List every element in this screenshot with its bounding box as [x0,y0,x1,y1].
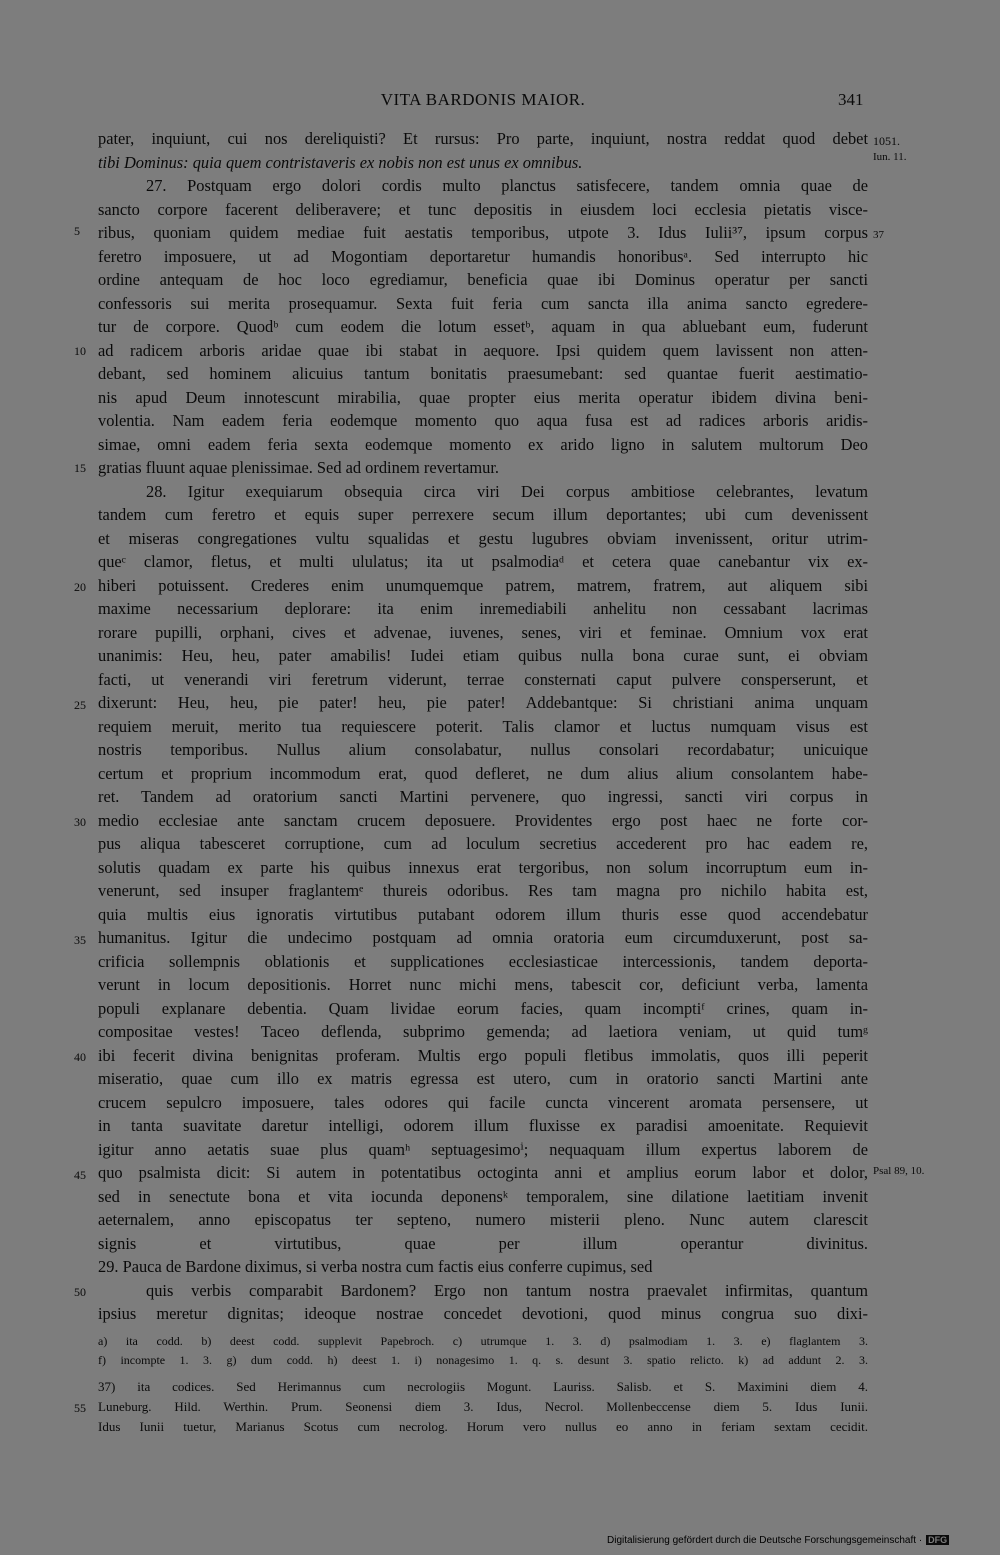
text-line: ordine antequam de hoc loco egrediamur, beneficia quae ibi Dominus operatur per sancti [98,270,868,289]
text-line: populi explanare debentia. Quam lividae eorum facies, quam incomptiᶠ crines, quam in- [98,998,868,1018]
footer-text: Digitalisierung gefördert durch die Deutsche Forschungsgemeinschaft · [607,1535,923,1546]
line-number: 40 [74,1050,86,1064]
text-line: 29. Pauca de Bardone diximus, si verba nostra cum factis eius conferre cupimus, sed [98,1257,653,1276]
text-line: certum et proprium incommodum erat, quod defleret, ne dum alius alium consolantem habe- [98,763,868,783]
text-line: verunt in locum depositionis. Horret nunc michi mens, tabescit cor, deficiunt verba, lamenta [98,975,868,994]
text-line: dixerunt: Heu, heu, pie pater! heu, pie pater! Addebantque: Si christiani anima unquam [98,693,868,712]
line-number: 50 [74,1285,86,1299]
line-number: 45 [74,1168,86,1182]
text-line: igitur anno aetatis suae plus quamʰ septuagesimoⁱ; nequaquam illum expertus laborem de [98,1139,868,1159]
text-line: hiberi potuissent. Crederes enim unumquemque patrem, matrem, fratrem, aut aliquem sibi [98,575,868,595]
text-line: compositae vestes! Taceo deflenda, subprimo gemenda; ad laetiora veniam, ut quid tumᵍ [98,1022,868,1041]
line-number: 5 [74,224,80,238]
text-line: crificia sollempnis oblationis et supplicationes ecclesiasticae intercessionis, tandem deporta- [98,951,868,971]
text-line: miseratio, quae cum illo ex matris egressa est utero, cum in oratorio sancti Martini ante [98,1069,868,1088]
text-line: confessoris sui merita prosequamur. Sexta fuit feria cum sancta illa anima sancto egredere- [98,293,868,313]
text-line: quia multis eius ignoratis virtutibus putabant odorem illum thuris esse quod accendebatur [98,904,868,924]
line-number: 55 [74,1401,86,1415]
margin-note-year: 1051. [873,134,900,148]
text-line: facti, ut venerandi viri feretrum viderunt, terrae consternati caput pulvere consperserunt, et [98,669,868,689]
text-line: tibi Dominus: quia quem contristaveris ex nobis non est unus ex omnibus. [98,152,583,172]
margin-note-ref: 37 [873,229,884,241]
text-line: in tanta suavitate daretur intelligi, odorem illum fluxisse ex paradisi amoenitate. Requievit [98,1116,868,1135]
text-line: ad radicem arboris aridae quae ibi stabat in aequore. Ipsi quidem quem lavissent non atten- [98,340,868,360]
text-line: feretro imposuere, ut ad Mogontiam deportaretur humandis honoribusᵃ. Sed interrupto hic [98,246,868,266]
text-line: unanimis: Heu, heu, pater amabilis! Iudei etiam quibus nulla bona curae sunt, ei obviam [98,646,868,665]
line-number: 10 [74,344,86,358]
text-line: queᶜ clamor, fletus, et multi ululatus; ita ut psalmodiaᵈ et cetera quae canebantur vix ex- [98,552,868,571]
endnote-line: Luneburg. Hild. Werthin. Prum. Seonensi diem 3. Idus, Necrol. Mollenbeccense diem 5. Idus Iunii. [98,1399,868,1414]
line-number: 35 [74,933,86,947]
footer-credit [607,1535,949,1546]
text-line: ipsius meretur dignitas; ideoque nostrae concedet devotioni, quod minus congrua suo dixi- [98,1304,868,1323]
text-line: quis verbis comparabit Bardonem? Ergo non tantum nostra praevalet infirmitas, quantum [146,1280,868,1300]
text-line: quo psalmista dicit: Si autem in potentatibus octoginta anni et amplius eorum labor et dolor, [98,1163,868,1182]
text-line: sed in senectute bona et vita iocunda deponensᵏ temporalem, sine dilatione laetitiam invenit [98,1186,868,1206]
text-line: nostris temporibus. Nullus alium consolabatur, nullus consolari recordabatur; unicuique [98,740,868,759]
text-line: et miseras congregationes vultu squalidas et gestu lugubres obviam invenissent, oritur utrim- [98,528,868,548]
endnote-line: 37) ita codices. Sed Herimannus cum necrologiis Mogunt. Lauriss. Salisb. et S. Maximini diem 4. [98,1379,868,1394]
line-number: 25 [74,698,86,712]
text-line: tandem cum feretro et equis super perrexere secum illum deportantes; ubi cum devenissent [98,505,868,524]
text-line: simae, omni eadem feria sexta eodemque momento ex arido ligno in salutem multorum Deo [98,434,868,454]
text-line: gratias fluunt aquae plenissimae. Sed ad ordinem revertamur. [98,458,499,477]
text-line: pater, inquiunt, cui nos dereliquisti? Et rursus: Pro parte, inquiunt, nostra reddat quod debet [98,129,868,148]
text-line: tur de corpore. Quodᵇ cum eodem die lotum essetᵇ, aquam in qua abluebant eum, fuderunt [98,317,868,336]
margin-note-psalm: Psal 89, 10. [873,1165,925,1177]
text-line: 27. Postquam ergo dolori cordis multo planctus satisfecere, tandem omnia quae de [146,176,868,195]
text-line: 28. Igitur exequiarum obsequia circa viri Dei corpus ambitiose celebrantes, levatum [146,481,868,501]
text-line: humanitus. Igitur die undecimo postquam ad omnia oratoria eum circumduxerunt, post sa- [98,928,868,947]
running-title: VITA BARDONIS MAIOR. [380,90,586,109]
dfg-logo: DFG [928,1535,948,1545]
text-line: volentia. Nam eadem feria eodemque momento quo aqua fusa est ad radices arboris aridis- [98,411,868,430]
text-line: aeternalem, anno episcopatus ter septeno, numero misterii pleno. Nunc autem clarescit [98,1210,868,1229]
text-line: ret. Tandem ad oratorium sancti Martini pervenere, quo ingressi, sancti viri corpus in [98,787,868,806]
margin-note-date: Iun. 11. [873,151,907,163]
text-line: signis et virtutibus, quae per illum operantur divinitus. [98,1233,868,1253]
text-line: pus aliqua tabesceret corruptione, cum ad loculum secretius accederent pro hac eadem re, [98,834,868,853]
footnote-line: a) ita codd. b) deest codd. supplevit Papebroch. c) utrumque 1. 3. d) psalmodiam 1. 3. e) flaglantem 3. [98,1334,868,1348]
text-line: solutis quadam ex parte his quibus innexus erat tergoribus, non solum incorruptum eum in- [98,857,868,877]
text-line: debant, sed hominem alicuius tantum bonitatis praesumebant: sed quantae fuerit aestimatio- [98,364,868,383]
line-number: 30 [74,815,86,829]
page-number: 341 [838,90,864,109]
text-line: venerunt, sed insuper fraglantemᵉ thureis odoribus. Res tam magna pro nichilo habita est, [98,881,868,900]
line-number: 20 [74,580,86,594]
footnote-line: f) incompte 1. 3. g) dum codd. h) deest 1. i) nonagesimo 1. q. s. desunt 3. spatio relicto. k) ad addunt 2. 3. [98,1353,868,1367]
text-line: ribus, quoniam quidem mediae fuit aestatis temporibus, utpote 3. Idus Iulii³⁷, ipsum corpus [98,223,868,242]
text-line: maxime necessarium deplorare: ita enim inremediabili anhelitu non cessabant lacrimas [98,599,868,618]
endnote-line: Idus Iunii tuetur, Marianus Scotus cum necrolog. Horum vero nullus eo anno in feriam sextam cecidit. [98,1419,868,1434]
text-line: nis apud Deum innotescunt mirabilia, quae propter eius merita operatur ibidem divina beni- [98,387,868,407]
text-line: ibi fecerit divina benignitas proferam. Multis ergo populi fletibus immolatis, quos illi peperit [98,1045,868,1065]
text-line: sancto corpore facerent deliberavere; et tunc depositis in eiusdem loci ecclesia pietatis visce- [98,199,868,219]
text-line: rorare pupilli, orphani, cives et advenae, iuvenes, senes, viri et feminae. Omnium vox erat [98,622,868,642]
text-line: requiem meruit, merito tua requiescere poterit. Talis clamor et luctus numquam visus est [98,716,868,736]
text-line: medio ecclesiae ante sanctam crucem deposuere. Providentes ergo post haec ne forte cor- [98,810,868,830]
text-line: crucem sepulcro imposuere, tales odores qui facile cuncta vincerent aromata persensere, ut [98,1092,868,1112]
line-number: 15 [74,461,86,475]
